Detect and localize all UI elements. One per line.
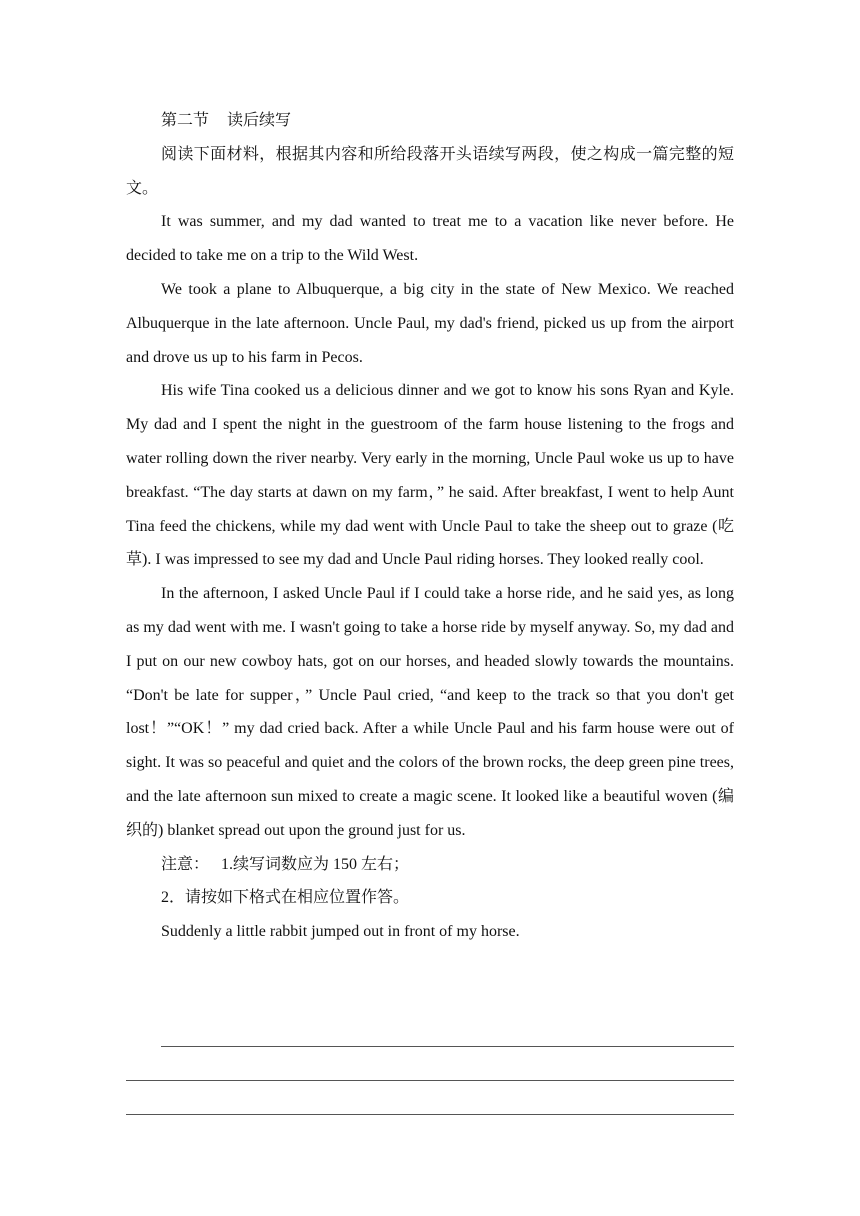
notes-item-1: 1.续写词数应为 150 左右； (221, 855, 410, 873)
notes-line-1 (126, 848, 734, 882)
notes-item-2: 2．请按如下格式在相应位置作答。 (161, 889, 410, 907)
answer-line-3[interactable] (126, 1114, 734, 1115)
section-subtitle: 读后续写 (227, 112, 292, 129)
story-paragraph-4: In the afternoon, I asked Uncle Paul if I could take a horse ride, and he said yes, as long as my dad went with me. I wasn't going to take a horse ride by myself anyway. So, my dad and I put on our new cowboy hats, got on our horses, and headed slowly towards the mountains. “Don't be late for supper，” Uncle Paul cried, “and keep to the track so that you don't get lost！”“OK！” my dad cried back. After a while Uncle Paul and his farm house were out of sight. It was so peaceful and quiet and the colors of the brown rocks, the deep green pine trees, and the late afternoon sun mixed to create a magic scene. It looked like a beautiful woven (编织的) blanket spread out upon the ground just for us. (126, 585, 734, 839)
story-paragraph-2: We took a plane to Albuquerque, a big city in the state of New Mexico. We reached Albuquerque in the late afternoon. Uncle Paul, my dad's friend, picked us up from the airport and drove us up to his farm in Pecos. (126, 280, 734, 366)
answer-line-1[interactable] (161, 1046, 734, 1047)
answer-line-2[interactable] (126, 1080, 734, 1081)
section-heading (126, 104, 734, 138)
instructions: 阅读下面材料，根据其内容和所给段落开头语续写两段，使之构成一篇完整的短文。 (126, 145, 734, 197)
document-page (126, 104, 734, 949)
section-title: 第二节 (161, 112, 210, 129)
notes-label: 注意： (161, 855, 210, 873)
notes-line-2 (126, 881, 734, 915)
prompt-sentence: Suddenly a little rabbit jumped out in front of my horse. (161, 923, 520, 941)
story-paragraph-1: It was summer, and my dad wanted to treat me to a vacation like never before. He decided to take me on a trip to the Wild West. (126, 213, 734, 265)
story-paragraph-3: His wife Tina cooked us a delicious dinner and we got to know his sons Ryan and Kyle. My dad and I spent the night in the guestroom of the farm house listening to the frogs and water rolling down the river nearby. Very early in the morning, Uncle Paul woke us up to have breakfast. “The day starts at dawn on my farm，” he said. After breakfast, I went to help Aunt Tina feed the chickens, while my dad went with Uncle Paul to take the sheep out to graze (吃草). I was impressed to see my dad and Uncle Paul riding horses. They looked really cool. (126, 382, 734, 569)
